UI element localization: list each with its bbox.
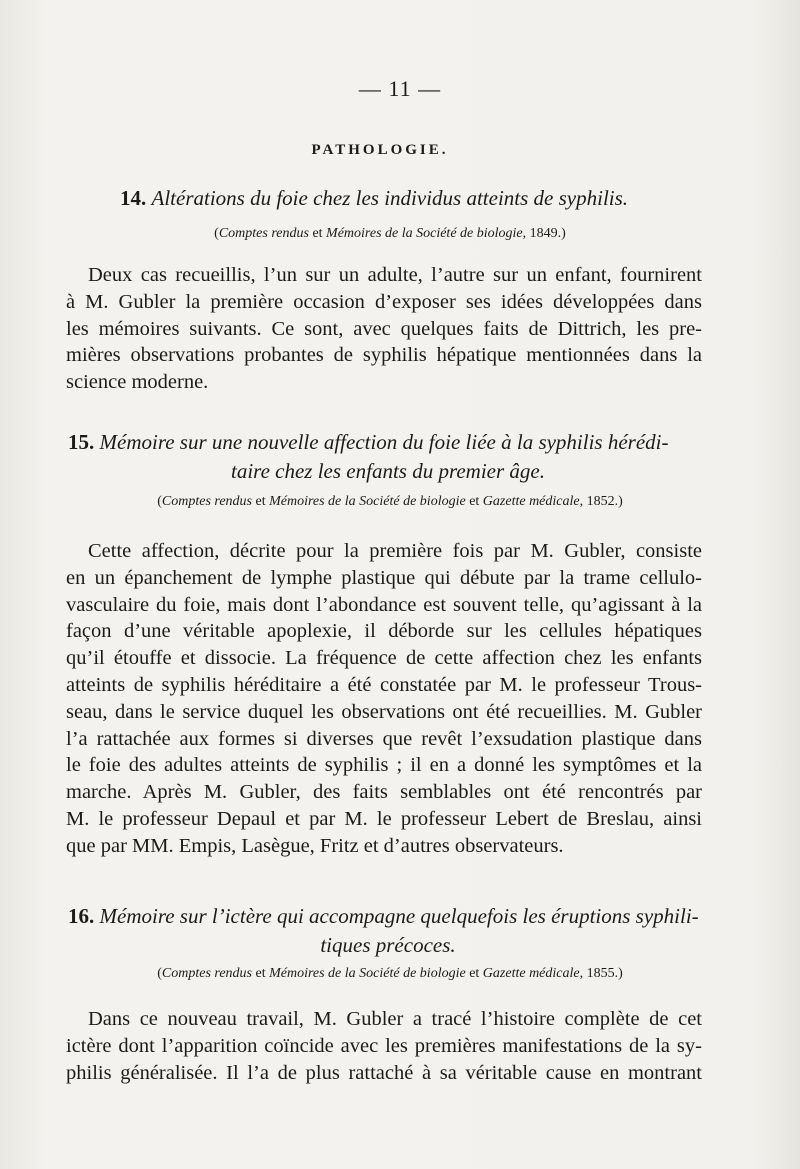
entry-title: Altérations du foie chez les individus atteints de syphilis.: [151, 186, 629, 210]
entry-16-paragraph: [66, 1006, 702, 1086]
entry-15-source: (Comptes rendus et Mémoires de la Société de biologie et Gazette médicale, 1852.): [157, 494, 623, 509]
paragraph-line: M. le professeur Depaul et par M. le professeur Lebert de Breslau, ainsi: [66, 807, 702, 830]
section-title: PATHOLOGIE.: [311, 142, 449, 158]
paragraph-line: seau, dans le service duquel les observations ont été recueillies. M. Gubler: [66, 700, 702, 723]
entry-title: Mémoire sur une nouvelle affection du foie liée à la syphilis hérédi-: [99, 430, 669, 454]
paragraph-line: l’a rattachée aux formes si diverses que revêt l’exsudation plastique dans: [66, 727, 702, 750]
entry-number: 14.: [120, 186, 147, 210]
entry-16-source: (Comptes rendus et Mémoires de la Société de biologie et Gazette médicale, 1855.): [157, 966, 623, 981]
paragraph-line: Cette affection, décrite pour la première fois par M. Gubler, consiste: [88, 540, 702, 562]
entry-title-cont: tiques précoces.: [320, 933, 456, 957]
paragraph-line: Dans ce nouveau travail, M. Gubler a tracé l’histoire complète de cet: [88, 1008, 702, 1030]
paragraph-line: marche. Après M. Gubler, des faits semblables ont été rencontrés par: [66, 781, 702, 804]
entry-title-cont: taire chez les enfants du premier âge.: [231, 459, 545, 483]
paragraph-line: que par MM. Empis, Lasègue, Fritz et d’autres observateurs.: [66, 834, 564, 857]
entry-14-source: (Comptes rendus et Mémoires de la Société de biologie, 1849.): [214, 226, 566, 241]
paragraph-line: le foie des adultes atteints de syphilis ; il en a donné les symptômes et la: [66, 754, 702, 777]
page-number: — 11 —: [358, 76, 442, 101]
paragraph-line: science moderne.: [66, 371, 209, 394]
paragraph-line: mières observations probantes de syphilis hépatique mentionnées dans la: [66, 344, 702, 367]
entry-14-heading: [120, 184, 760, 213]
paragraph-line: philis généralisée. Il l’a de plus rattaché à sa véritable cause en montrant: [66, 1061, 702, 1084]
entry-16-heading: [68, 902, 708, 960]
paragraph-line: en un épanchement de lymphe plastique qui débute par la trame cellulo-: [66, 566, 702, 589]
entry-title: Mémoire sur l’ictère qui accompagne quelquefois les éruptions syphili-: [99, 904, 699, 928]
paragraph-line: les mémoires suivants. Ce sont, avec quelques faits de Dittrich, les pre-: [66, 317, 702, 340]
paragraph-line: à M. Gubler la première occasion d’exposer ses idées développées dans: [66, 290, 702, 313]
paragraph-line: vasculaire du foie, mais dont l’abondance est souvent telle, qu’agissant à la: [66, 593, 702, 616]
paragraph-line: atteints de syphilis héréditaire a été constatée par M. le professeur Trous-: [66, 673, 702, 696]
entry-14-paragraph: [66, 262, 702, 396]
paragraph-line: Deux cas recueillis, l’un sur un adulte, l’autre sur un enfant, fournirent: [88, 264, 702, 286]
entry-15-paragraph: [66, 538, 702, 860]
paragraph-line: façon d’une véritable apoplexie, il déborde sur les cellules hépatiques: [66, 620, 702, 643]
entry-number: 16.: [68, 904, 95, 928]
paragraph-line: ictère dont l’apparition coïncide avec les premières manifestations de la sy-: [66, 1034, 702, 1057]
entry-15-heading: [68, 428, 708, 486]
paragraph-line: qu’il étouffe et dissocie. La fréquence de cette affection chez les enfants: [66, 647, 702, 670]
entry-number: 15.: [68, 430, 95, 454]
